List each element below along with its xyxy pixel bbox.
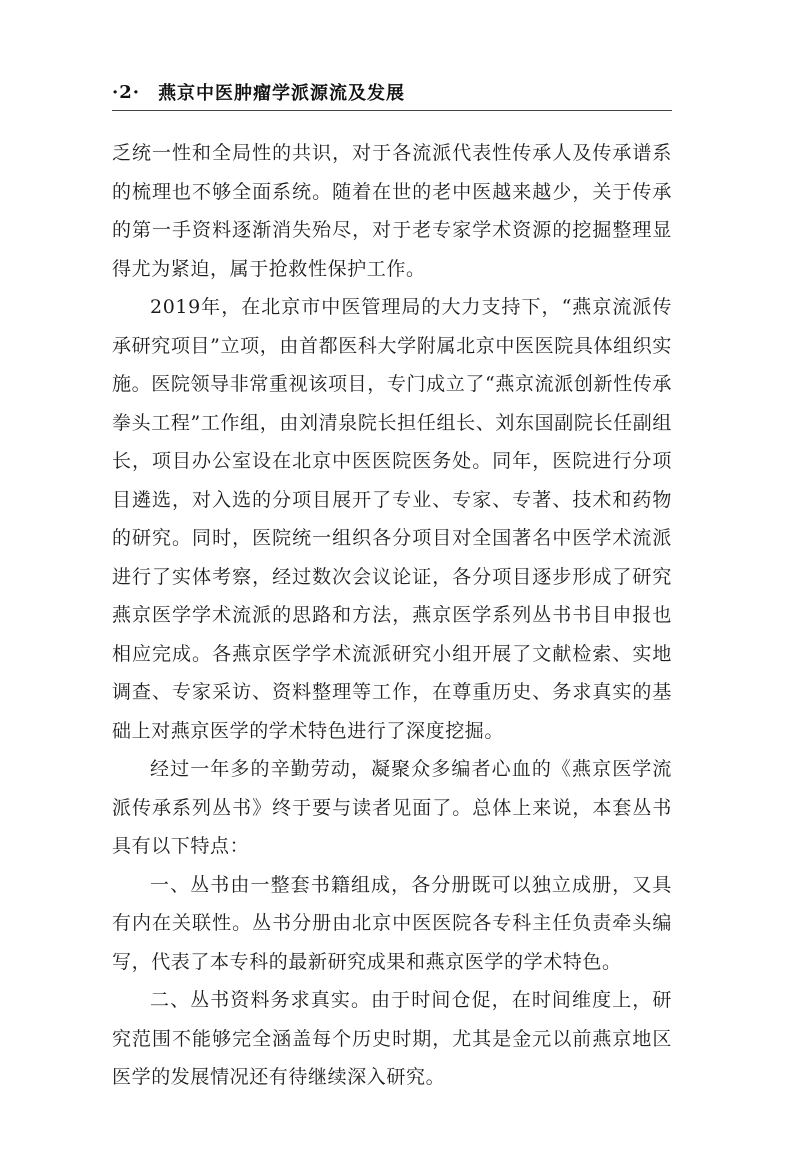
paragraph-feature-two: 二、丛书资料务求真实。由于时间仓促，在时间维度上，研究范围不能够完全涵盖每个历史时期，尤其是金元以前燕京地区医学的发展情况还有待继续深入研究。 <box>112 989 672 1088</box>
body-text <box>112 134 672 1097</box>
running-title: 燕京中医肿瘤学派源流及发展 <box>158 83 406 104</box>
page-header <box>112 76 672 108</box>
paragraph-series-intro: 经过一年多的辛勤劳动，凝聚众多编者心血的《燕京医学流派传承系列丛书》终于要与读者见面了。总体上来说，本套丛书具有以下特点： <box>112 758 672 857</box>
paragraph-feature-one: 一、丛书由一整套书籍组成，各分册既可以独立成册，又具有内在关联性。丛书分册由北京中医医院各专科主任负责牵头编写，代表了本专科的最新研究成果和燕京医学的学术特色。 <box>112 873 672 973</box>
paragraph-project-history: 2019年，在北京市中医管理局的大力支持下，“燕京流派传承研究项目”立项，由首都医科大学附属北京中医医院具体组织实施。医院领导非常重视该项目，专门成立了“燕京流派创新性传承拳头工程”工作组，由刘清泉院长担任组长、刘东国副院长任副组长，项目办公室设在北京中医医院医务处。同年，医院进行分项目遴选，对入选的分项目展开了专业、专家、专著、技术和药物的研究。同时，医院统一组织各分项目对全国著名中医学术流派进行了实体考察，经过数次会议论证，各分项目逐步形成了研究燕京医学学术流派的思路和方法，燕京医学系列丛书书目申报也相应完成。各燕京医学学术流派研究小组开展了文献检索、实地调查、专家采访、资料整理等工作，在尊重历史、务求真实的基础上对燕京医学的学术特色进行了深度挖掘。 <box>112 296 672 742</box>
header-divider <box>112 110 672 111</box>
page-number: ·2· <box>112 81 141 103</box>
paragraph-continuation: 乏统一性和全局性的共识，对于各流派代表性传承人及传承谱系的梳理也不够全面系统。随着在世的老中医越来越少，关于传承的第一手资料逐渐消失殆尽，对于老专家学术资源的挖掘整理显得尤为紧迫，属于抢救性保护工作。 <box>112 142 672 280</box>
